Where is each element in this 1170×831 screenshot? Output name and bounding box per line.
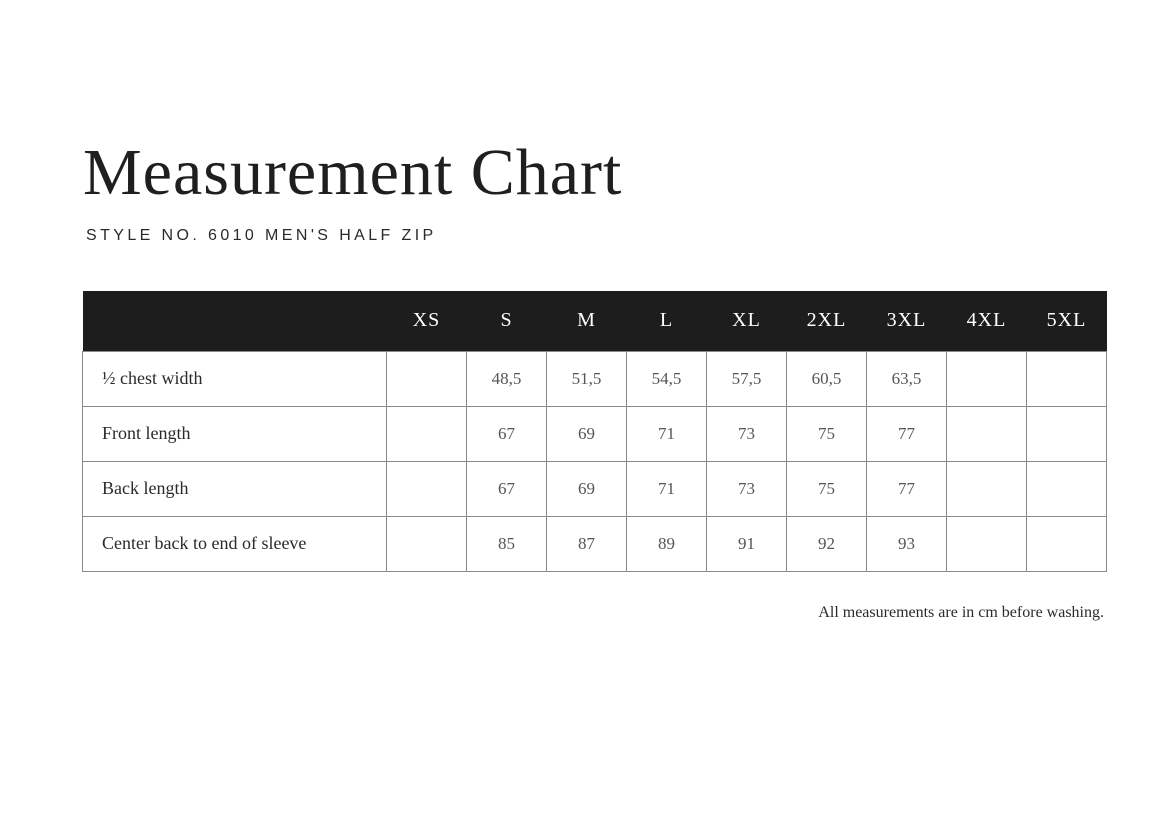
row-label-front-length: Front length [83,406,387,461]
table-cell: 60,5 [787,351,867,406]
table-cell: 71 [627,461,707,516]
table-cell: 67 [467,406,547,461]
table-cell [947,351,1027,406]
table-cell: 54,5 [627,351,707,406]
row-label-chest-width: ½ chest width [83,351,387,406]
row-label-center-back-to-sleeve: Center back to end of sleeve [83,516,387,571]
table-cell: 57,5 [707,351,787,406]
table-cell [387,406,467,461]
size-header-2xl: 2XL [806,309,847,332]
table-cell: 89 [627,516,707,571]
table-cell: 93 [867,516,947,571]
size-header-4xl: 4XL [966,309,1007,332]
table-cell [1027,406,1107,461]
table-row [83,516,1107,571]
table-cell: 75 [787,406,867,461]
table-cell: 73 [707,461,787,516]
size-header-s: S [500,309,513,332]
table-cell: 69 [547,406,627,461]
table-cell: 75 [787,461,867,516]
table-row [83,461,1107,516]
table-cell: 91 [707,516,787,571]
size-header-3xl: 3XL [886,309,927,332]
table-cell: 69 [547,461,627,516]
table-cell: 67 [467,461,547,516]
table-cell: 51,5 [547,351,627,406]
table-cell: 85 [467,516,547,571]
table-cell [947,461,1027,516]
table-cell: 92 [787,516,867,571]
table-cell [1027,351,1107,406]
table-row [83,406,1107,461]
style-subtitle: STYLE NO. 6010 MEN'S HALF ZIP [86,227,437,244]
table-cell: 77 [867,461,947,516]
size-header-xl: XL [732,309,761,332]
measurement-footnote: All measurements are in cm before washing. [818,604,1104,621]
table-cell [387,516,467,571]
table-cell: 48,5 [467,351,547,406]
table-row [83,351,1107,406]
measurement-table [82,291,1107,572]
table-cell [387,351,467,406]
table-cell [1027,516,1107,571]
page-title: Measurement Chart [83,136,623,209]
table-cell: 73 [707,406,787,461]
size-header-5xl: 5XL [1046,309,1087,332]
size-header-xs: XS [412,309,441,332]
size-header-m: M [577,309,596,332]
row-label-back-length: Back length [83,461,387,516]
table-cell [947,516,1027,571]
table-cell: 87 [547,516,627,571]
header-empty-cell [83,291,387,351]
table-cell [387,461,467,516]
table-cell [947,406,1027,461]
size-header-row [83,291,1107,351]
table-cell [1027,461,1107,516]
table-cell: 71 [627,406,707,461]
table-cell: 77 [867,406,947,461]
size-header-l: L [659,309,674,332]
table-cell: 63,5 [867,351,947,406]
